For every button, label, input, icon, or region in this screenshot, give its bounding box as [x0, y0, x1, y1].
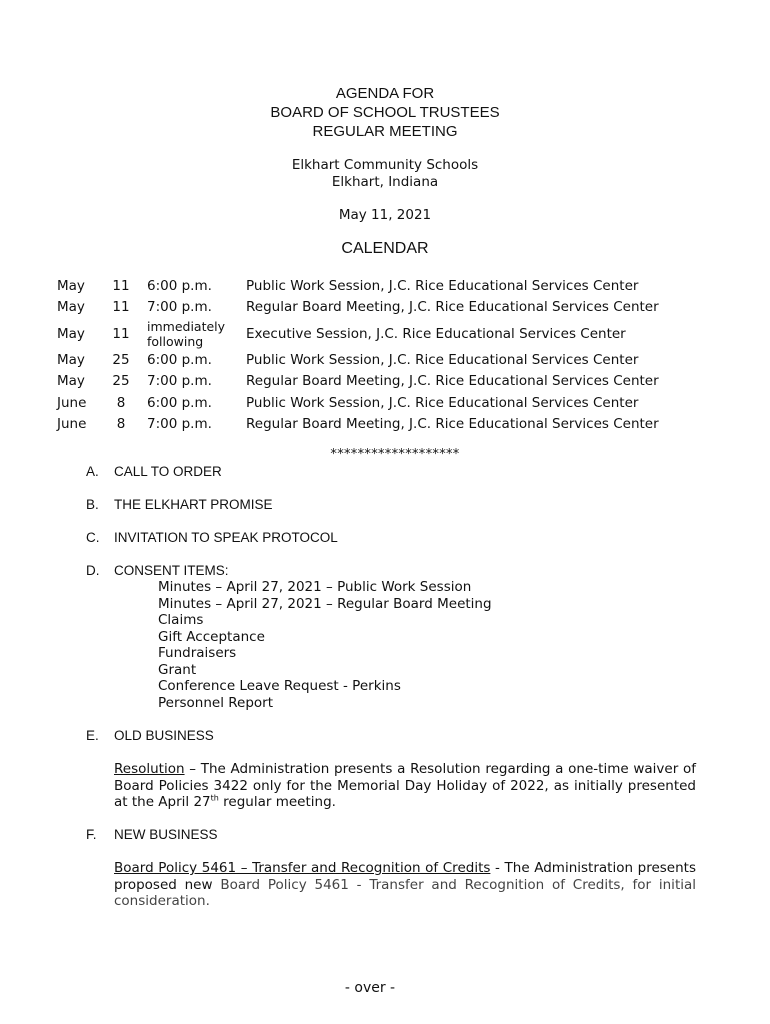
calendar-event: Regular Board Meeting, J.C. Rice Educational Services Center [246, 416, 659, 433]
calendar-day: 8 [116, 394, 126, 411]
section-separator: ******************* [330, 447, 460, 462]
header-line-3: REGULAR MEETING [312, 123, 458, 140]
calendar-month: June [57, 394, 87, 411]
item-letter: A. [86, 464, 99, 479]
calendar-time: 6:00 p.m. [147, 351, 212, 368]
calendar-time: 6:00 p.m. [147, 277, 212, 294]
consent-item: Personnel Report [158, 694, 274, 711]
item-letter: B. [86, 497, 99, 512]
consent-item: Minutes – April 27, 2021 – Public Work Session [158, 579, 472, 595]
item-letter: C. [86, 530, 100, 545]
calendar-day: 11 [112, 325, 130, 342]
consent-item: Minutes – April 27, 2021 – Regular Board Meeting [158, 595, 492, 612]
old-business-text: – The Administration presents a Resolution regarding a one-time waiver of Board Policies 3422 only for the Memorial Day Holiday of 2022, as initially presented at the April 27 [114, 761, 696, 810]
calendar-day: 25 [112, 373, 130, 390]
agenda-header [0, 84, 770, 141]
consent-items-list [158, 579, 492, 711]
organization-block [0, 157, 770, 191]
item-title: THE ELKHART PROMISE [114, 497, 273, 512]
agenda-item-a [86, 464, 222, 479]
calendar-time: 7:00 p.m. [147, 373, 212, 390]
calendar-event: Public Work Session, J.C. Rice Educational Services Center [246, 394, 639, 411]
meeting-date: May 11, 2021 [338, 207, 432, 223]
calendar-month: June [57, 416, 87, 433]
calendar-time: 7:00 p.m. [147, 299, 212, 316]
calendar-time: 6:00 p.m. [147, 394, 212, 411]
agenda-item-c [86, 530, 338, 545]
item-title: CALL TO ORDER [114, 464, 222, 479]
item-title: INVITATION TO SPEAK PROTOCOL [114, 530, 338, 545]
item-letter: F. [86, 827, 97, 842]
consent-item: Claims [158, 612, 204, 628]
calendar-row [57, 297, 659, 319]
calendar-month: May [57, 325, 85, 342]
item-title: NEW BUSINESS [114, 827, 218, 842]
header-line-2: BOARD OF SCHOOL TRUSTEES [270, 104, 500, 121]
item-title: CONSENT ITEMS: [114, 563, 229, 578]
calendar-table [57, 275, 659, 435]
new-business-paragraph [114, 860, 696, 910]
calendar-time: 7:00 p.m. [147, 416, 212, 433]
calendar-day: 8 [116, 416, 126, 433]
organization-name: Elkhart Community Schools [291, 157, 479, 173]
consent-item: Fundraisers [158, 645, 237, 661]
calendar-time [147, 318, 246, 349]
calendar-month: May [57, 277, 85, 294]
board-policy-link: Board Policy 5461 – Transfer and Recognition of Credits [114, 860, 491, 876]
calendar-event: Executive Session, J.C. Rice Educational Services Center [246, 325, 626, 342]
old-business-paragraph [114, 761, 696, 811]
item-letter: E. [86, 728, 99, 743]
old-business-text-end: regular meeting. [218, 794, 336, 810]
calendar-month: May [57, 299, 85, 316]
calendar-event: Regular Board Meeting, J.C. Rice Educational Services Center [246, 373, 659, 390]
calendar-row [57, 371, 659, 393]
header-line-1: AGENDA FOR [335, 85, 435, 102]
agenda-item-d [86, 563, 229, 578]
agenda-item-f [86, 827, 218, 842]
calendar-event: Public Work Session, J.C. Rice Educational Services Center [246, 277, 639, 294]
calendar-row [57, 392, 659, 414]
calendar-day: 11 [112, 299, 130, 316]
organization-location: Elkhart, Indiana [331, 174, 439, 190]
page-footer: - over - [344, 980, 396, 996]
ordinal-suffix: th [210, 793, 219, 803]
calendar-title: CALENDAR [341, 240, 429, 257]
calendar-time-line-1: immediately [147, 318, 226, 334]
calendar-event: Public Work Session, J.C. Rice Educational Services Center [246, 351, 639, 368]
new-business-text: - The Administration presents proposed new [114, 860, 696, 893]
consent-item: Gift Acceptance [158, 628, 265, 645]
consent-item: Grant [158, 661, 197, 678]
item-title: OLD BUSINESS [114, 728, 214, 743]
resolution-link: Resolution [114, 761, 185, 777]
calendar-row [57, 275, 659, 297]
calendar-month: May [57, 373, 85, 390]
calendar-event: Regular Board Meeting, J.C. Rice Educational Services Center [246, 299, 659, 316]
agenda-item-e [86, 728, 214, 743]
new-business-text-grey: Board Policy 5461 - Transfer and Recognition of Credits, for initial consideration. [114, 876, 697, 909]
consent-item: Conference Leave Request - Perkins [158, 678, 401, 694]
calendar-month: May [57, 351, 85, 368]
calendar-row [57, 414, 659, 436]
calendar-row [57, 318, 659, 349]
calendar-row [57, 349, 659, 371]
item-letter: D. [86, 563, 100, 578]
calendar-day: 11 [112, 277, 130, 294]
calendar-day: 25 [112, 351, 130, 368]
agenda-item-b [86, 497, 273, 512]
calendar-time-line-2: following [147, 333, 204, 349]
